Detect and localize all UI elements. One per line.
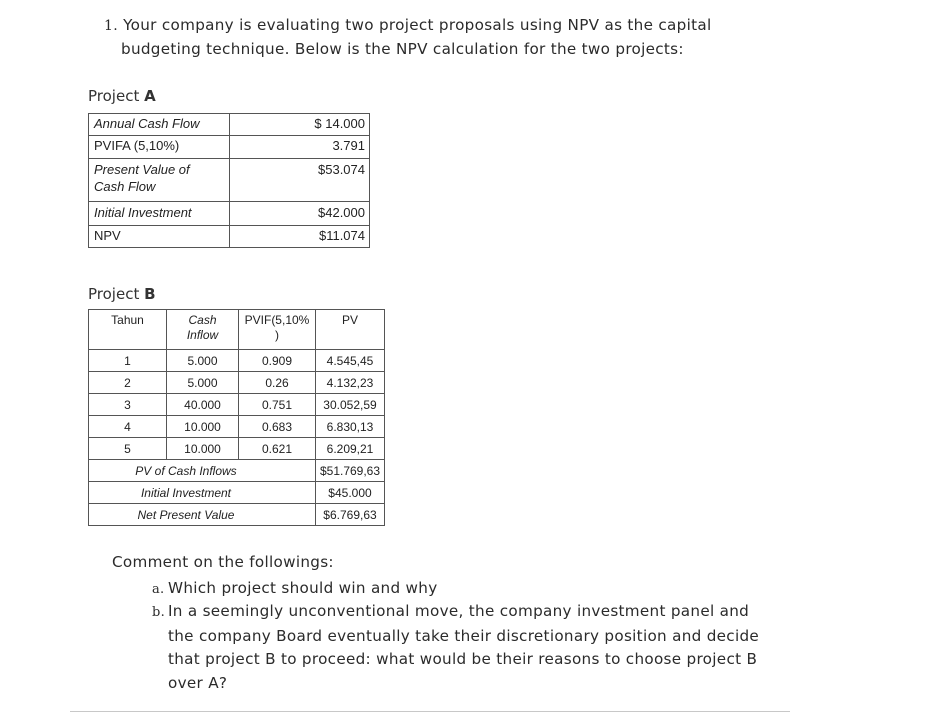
comment-intro: Comment on the followings:	[112, 553, 334, 571]
project-b-title-prefix: Project	[88, 285, 140, 303]
header-pvif	[239, 310, 316, 350]
project-a-table	[88, 113, 370, 248]
table-cell-value: $ 14.000	[230, 114, 370, 136]
item-b-marker: b.	[152, 605, 166, 620]
summary-row-pv-inflows	[89, 460, 385, 482]
item-b-line-1: In a seemingly unconventional move, the company investment panel and	[168, 602, 750, 620]
summary-label	[89, 460, 316, 482]
cell-pvif: 0.26	[239, 372, 316, 394]
cell-pvif: 0.751	[239, 394, 316, 416]
item-b-line-4: over A?	[168, 673, 228, 692]
question-line-2: budgeting technique. Below is the NPV calculation for the two projects:	[121, 40, 684, 58]
cell-pvif: 0.621	[239, 438, 316, 460]
summary-row-initial-investment	[89, 482, 385, 504]
cell-year: 5	[89, 438, 167, 460]
table-row	[89, 202, 370, 226]
summary-label-italic: of Cash Inflows	[154, 463, 237, 478]
cell-year: 2	[89, 372, 167, 394]
project-a-title-letter: A	[144, 87, 156, 105]
label-line-2: Cash Flow	[94, 179, 156, 194]
table-cell-value: $11.074	[230, 226, 370, 248]
table-cell-value: $53.074	[230, 159, 370, 202]
table-cell-value: 3.791	[230, 136, 370, 159]
cell-year: 3	[89, 394, 167, 416]
table-row	[89, 416, 385, 438]
header-pv: PV	[316, 310, 385, 350]
summary-value: $45.000	[316, 482, 385, 504]
cell-pvif: 0.683	[239, 416, 316, 438]
cell-pv: 6.830,13	[316, 416, 385, 438]
header-pvif-line-2: )	[275, 328, 279, 342]
header-tahun: Tahun	[89, 310, 167, 350]
question-number: 1.	[104, 18, 118, 34]
question-text	[104, 14, 790, 61]
table-cell-label	[89, 159, 230, 202]
summary-row-npv	[89, 504, 385, 526]
table-cell-label: PVIFA (5,10%)	[89, 136, 230, 159]
cell-cash: 40.000	[167, 394, 239, 416]
table-row	[89, 372, 385, 394]
table-row	[89, 350, 385, 372]
comment-item-a	[152, 577, 788, 602]
table-row	[89, 394, 385, 416]
cell-cash: 10.000	[167, 416, 239, 438]
cell-year: 4	[89, 416, 167, 438]
cell-year: 1	[89, 350, 167, 372]
table-cell-value: $42.000	[230, 202, 370, 226]
table-cell-label: Initial Investment	[89, 202, 230, 226]
table-row	[89, 438, 385, 460]
cell-pv: 30.052,59	[316, 394, 385, 416]
project-a-title	[88, 87, 156, 105]
table-row	[89, 159, 370, 202]
header-cash-inflow	[167, 310, 239, 350]
summary-label: Net Present Value	[89, 504, 316, 526]
table-row	[89, 114, 370, 136]
project-b-title-letter: B	[144, 285, 156, 303]
item-b-line-2: the company Board eventually take their discretionary position and decide	[168, 626, 760, 645]
cell-cash: 5.000	[167, 372, 239, 394]
project-b-table	[88, 309, 385, 526]
cell-pv: 4.545,45	[316, 350, 385, 372]
project-b-title	[88, 285, 156, 303]
comment-item-b	[152, 600, 788, 695]
table-row	[89, 136, 370, 159]
label-line-1: Present Value of	[94, 162, 190, 177]
cell-pvif: 0.909	[239, 350, 316, 372]
table-cell-label: Annual Cash Flow	[89, 114, 230, 136]
summary-label: Initial Investment	[89, 482, 316, 504]
header-cash-line-1: Cash	[188, 313, 217, 327]
summary-value: $51.769,63	[316, 460, 385, 482]
question-line-1: Your company is evaluating two project proposals using NPV as the capital	[123, 16, 712, 34]
cell-pv: 4.132,23	[316, 372, 385, 394]
item-b-line-3: that project B to proceed: what would be their reasons to choose project B	[168, 650, 758, 668]
item-a-marker: a.	[152, 582, 165, 597]
summary-value: $6.769,63	[316, 504, 385, 526]
item-a-text: Which project should win and why	[168, 579, 438, 597]
table-cell-label: NPV	[89, 226, 230, 248]
cell-pv: 6.209,21	[316, 438, 385, 460]
table-row	[89, 226, 370, 248]
cell-cash: 10.000	[167, 438, 239, 460]
cell-cash: 5.000	[167, 350, 239, 372]
project-a-title-prefix: Project	[88, 87, 140, 105]
header-cash-line-2: Inflow	[186, 328, 219, 342]
summary-label-prefix: PV	[135, 463, 155, 478]
header-pvif-line-1: PVIF(5,10%	[244, 313, 310, 327]
bottom-divider	[70, 711, 790, 712]
table-header-row	[89, 310, 385, 350]
